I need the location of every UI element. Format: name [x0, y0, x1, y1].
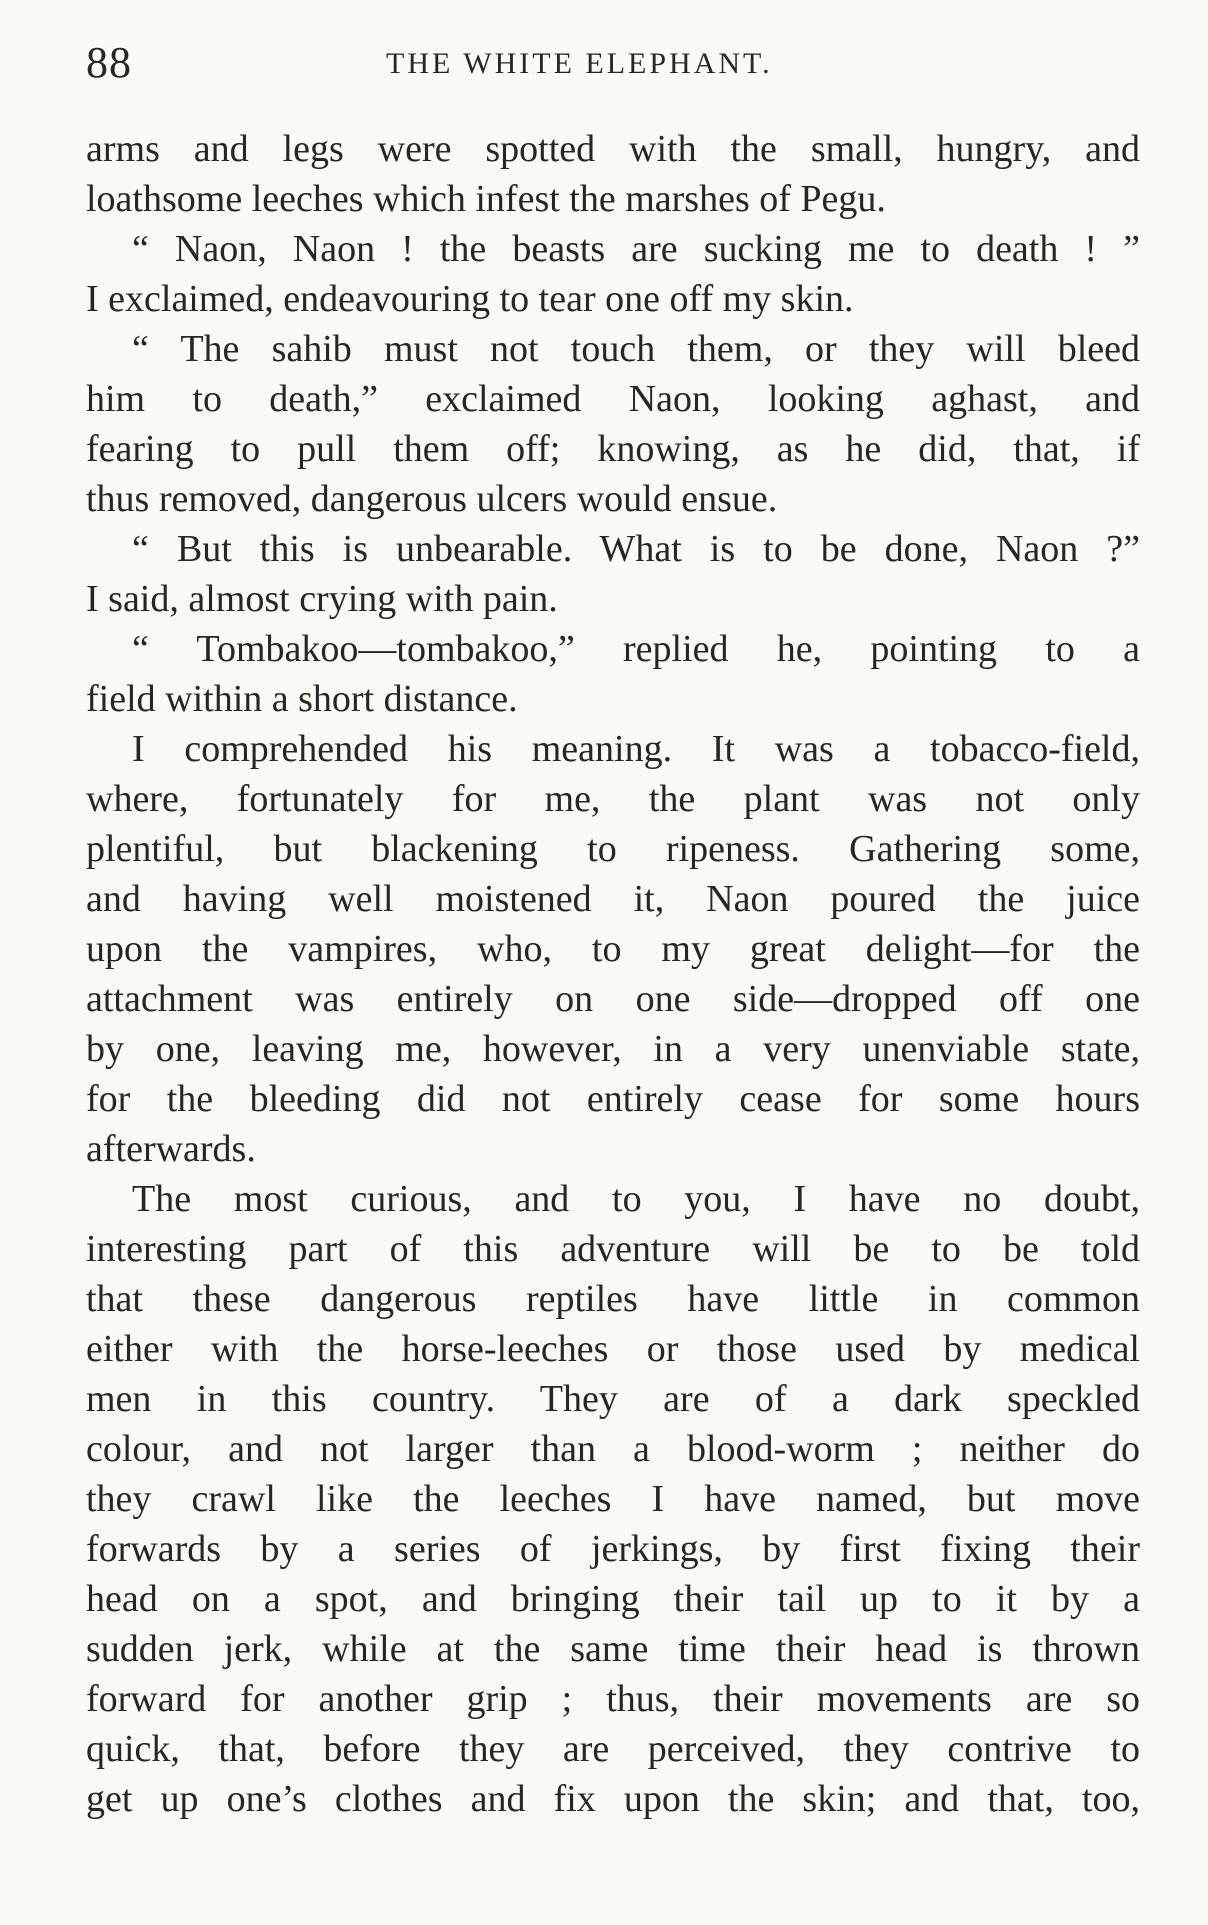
text-line: that these dangerous reptiles have little in common [86, 1278, 1140, 1320]
text-line: I said, almost crying with pain. [86, 578, 558, 620]
text-line: men in this country. They are of a dark speckled [86, 1378, 1140, 1420]
text-line: arms and legs were spotted with the small, hungry, and [86, 128, 1140, 170]
text-line: field within a short distance. [86, 678, 518, 720]
text-line: thus removed, dangerous ulcers would ensue. [86, 478, 778, 520]
body-text [86, 124, 1140, 1824]
text-line: “ Naon, Naon ! the beasts are sucking me to death ! ” [132, 228, 1140, 270]
text-line: quick, that, before they are perceived, they contrive to [86, 1728, 1140, 1770]
text-line: plentiful, but blackening to ripeness. Gathering some, [86, 828, 1140, 870]
text-line: by one, leaving me, however, in a very unenviable state, [86, 1028, 1140, 1070]
text-line: interesting part of this adventure will be to be told [86, 1228, 1140, 1270]
text-line: sudden jerk, while at the same time their head is thrown [86, 1628, 1140, 1670]
text-line: head on a spot, and bringing their tail up to it by a [86, 1578, 1140, 1620]
text-line: “ But this is unbearable. What is to be done, Naon ?” [132, 528, 1140, 570]
page-header [86, 38, 846, 88]
text-line: forward for another grip ; thus, their movements are so [86, 1678, 1140, 1720]
text-line: forwards by a series of jerkings, by first fixing their [86, 1528, 1140, 1570]
text-line: I comprehended his meaning. It was a tobacco-field, [132, 728, 1140, 770]
page-number: 88 [86, 38, 132, 87]
text-line: get up one’s clothes and fix upon the skin; and that, too, [86, 1778, 1140, 1820]
text-line: for the bleeding did not entirely cease for some hours [86, 1078, 1140, 1120]
text-line: where, fortunately for me, the plant was not only [86, 778, 1140, 820]
text-line: him to death,” exclaimed Naon, looking aghast, and [86, 378, 1140, 420]
text-line: attachment was entirely on one side—dropped off one [86, 978, 1140, 1020]
text-line: upon the vampires, who, to my great delight—for the [86, 928, 1140, 970]
text-line: “ Tombakoo—tombakoo,” replied he, pointing to a [132, 628, 1140, 670]
text-line: and having well moistened it, Naon poured the juice [86, 878, 1140, 920]
text-line: “ The sahib must not touch them, or they will bleed [132, 328, 1140, 370]
text-line: The most curious, and to you, I have no doubt, [132, 1178, 1140, 1220]
text-line: they crawl like the leeches I have named, but move [86, 1478, 1140, 1520]
text-line: fearing to pull them off; knowing, as he did, that, if [86, 428, 1140, 470]
text-line: afterwards. [86, 1128, 256, 1170]
text-line: either with the horse-leeches or those used by medical [86, 1328, 1140, 1370]
text-line: I exclaimed, endeavouring to tear one off my skin. [86, 278, 854, 320]
running-title: THE WHITE ELEPHANT. [386, 47, 773, 80]
text-line: loathsome leeches which infest the marshes of Pegu. [86, 178, 886, 220]
text-line: colour, and not larger than a blood-worm ; neither do [86, 1428, 1140, 1470]
